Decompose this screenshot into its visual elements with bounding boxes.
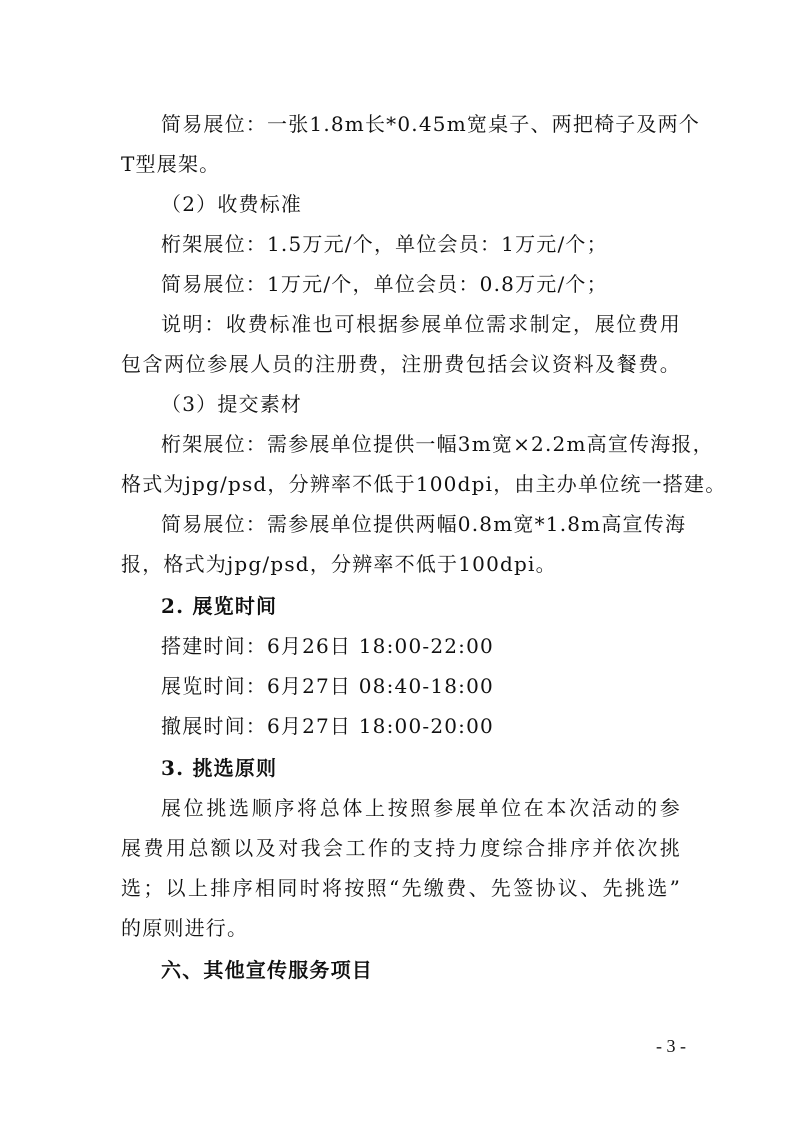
truss-booth-fee: 桁架展位：1.5万元/个，单位会员：1万元/个；: [161, 232, 608, 256]
teardown-time: 撤展时间：6月27日 18:00-20:00: [161, 714, 494, 738]
truss-materials-line-2: 格式为jpg/psd，分辨率不低于100dpi，由主办单位统一搭建。: [121, 472, 727, 496]
fee-standard-heading: （2）收费标准: [161, 192, 303, 216]
selection-line-4: 的原则进行。: [121, 916, 249, 940]
simple-booth-spec-line-1: 简易展位：一张1.8m长*0.45m宽桌子、两把椅子及两个: [161, 112, 701, 136]
page-number: - 3 -: [656, 1036, 686, 1056]
simple-booth-spec-line-2: T型展架。: [121, 152, 221, 176]
fee-note-line-2: 包含两位参展人员的注册费，注册费包括会议资料及餐费。: [121, 352, 681, 376]
truss-materials-line-1: 桁架展位：需参展单位提供一幅3m宽×2.2m高宣传海报，: [161, 432, 714, 456]
materials-heading: （3）提交素材: [161, 392, 303, 416]
exhibition-time: 展览时间：6月27日 08:40-18:00: [161, 674, 494, 698]
simple-booth-fee: 简易展位：1万元/个，单位会员：0.8万元/个；: [161, 272, 608, 296]
section-six-heading: 六、其他宣传服务项目: [161, 958, 373, 982]
fee-note-line-1: 说明：收费标准也可根据参展单位需求制定，展位费用: [161, 312, 681, 336]
selection-line-3: 选；以上排序相同时将按照“先缴费、先签协议、先挑选”: [121, 876, 681, 900]
exhibition-time-heading: 2. 展览时间: [161, 594, 278, 618]
selection-line-1: 展位挑选顺序将总体上按照参展单位在本次活动的参: [161, 796, 681, 820]
selection-line-2: 展费用总额以及对我会工作的支持力度综合排序并依次挑: [121, 836, 681, 860]
setup-time: 搭建时间：6月26日 18:00-22:00: [161, 634, 494, 658]
simple-materials-line-2: 报，格式为jpg/psd，分辨率不低于100dpi。: [121, 552, 557, 576]
simple-materials-line-1: 简易展位：需参展单位提供两幅0.8m宽*1.8m高宣传海: [161, 512, 687, 536]
selection-principle-heading: 3. 挑选原则: [161, 756, 278, 780]
